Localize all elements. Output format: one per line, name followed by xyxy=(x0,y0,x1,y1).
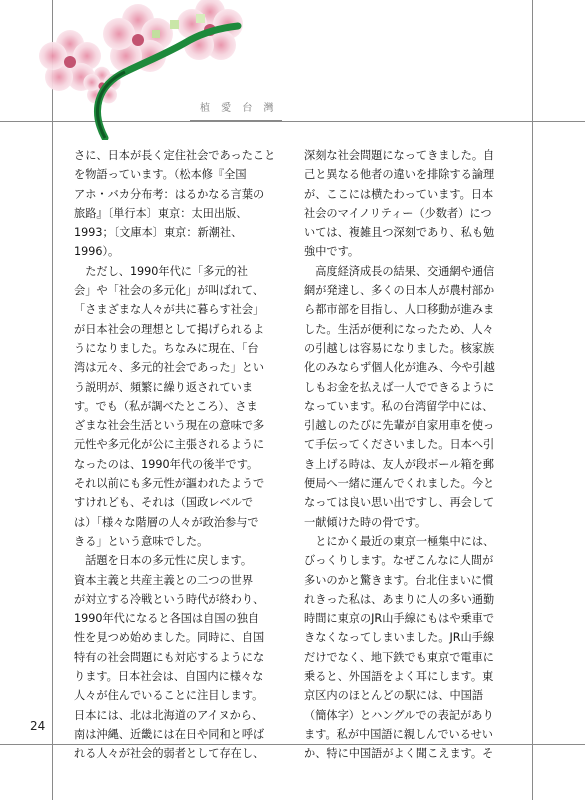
text-line: 性を見つめ始めました。同時に、自国 xyxy=(74,631,265,645)
text-line: 資本主義と共産主義との二つの世界 xyxy=(74,573,254,587)
header-title: 植 愛 台 灣 xyxy=(200,103,278,114)
text-line: とにかく最近の東京一極集中には、 xyxy=(304,534,495,548)
text-line: なっています。私の台湾留学中には、 xyxy=(304,399,494,413)
text-line: は）「様々な階層の人々が政治参与で xyxy=(74,515,259,529)
text-line: 一献傾けた時の骨です。 xyxy=(304,515,427,529)
text-line: 旅路』〔単行本〕東京：太田出版、 xyxy=(74,206,248,220)
text-line: なったのは、1990年代の後半です。 xyxy=(74,457,259,471)
text-line: 特有の社会問題にも対応するようにな xyxy=(74,650,265,664)
text-line: の引越しは容易になりました。核家族 xyxy=(304,341,495,355)
text-line: れる人々が社会的弱者として存在し、 xyxy=(74,747,265,761)
text-line: 「さまざまな人々が共に暮らす社会」 xyxy=(74,303,265,317)
text-line: 元性や多元化が公に主張されるように xyxy=(74,438,265,452)
text-line: 1993；〔文庫本〕東京：新潮社、 xyxy=(74,226,243,240)
text-line: ただし、1990年代に「多元的社 xyxy=(74,264,248,278)
text-line: 引越しのたびに先輩が自家用車を使っ xyxy=(304,419,495,433)
text-line: アホ・バカ分布考：はるかなる言葉の xyxy=(74,187,265,201)
text-line: が、ここには横たわっています。日本 xyxy=(304,187,494,201)
cherry-blossom-branch-icon xyxy=(20,0,290,140)
text-line: うになりました。ちなみに現在、「台 xyxy=(74,341,259,355)
text-line: ります。日本社会は、自国内に様々な xyxy=(74,670,264,684)
body-column-right xyxy=(304,146,516,764)
text-line: を物語っています。（松本修『全国 xyxy=(74,168,247,182)
crop-line-right xyxy=(532,0,533,800)
text-line: 多いのかと驚きます。台北住まいに慣 xyxy=(304,573,494,587)
text-line: ざまな社会生活という現在の意味で多 xyxy=(74,419,265,433)
text-line: う説明が、頻繁に繰り返されていま xyxy=(74,380,254,394)
text-line: びっくりします。なぜこんなに人間が xyxy=(304,554,494,568)
text-line: ら都市部を目指し、人口移動が進みま xyxy=(304,303,495,317)
text-line: さに、日本が長く定住社会であったこと xyxy=(74,149,276,162)
text-line: 1990年代になると各国は自国の独自 xyxy=(74,612,260,626)
text-line: すけれども、それは（国政レベルで xyxy=(74,496,254,510)
text-line: か、特に中国語がよく聞こえます。そ xyxy=(304,747,494,761)
text-line: 京区内のほとんどの駅には、中国語 xyxy=(304,689,484,703)
text-line: 深刻な社会問題になってきました。自 xyxy=(304,149,495,162)
text-line: 社会のマイノリティー（少数者）につ xyxy=(304,206,492,220)
text-line: した。生活が便利になったため、人々 xyxy=(304,322,494,336)
text-line: （簡体字）とハングルでの表記があり xyxy=(304,708,494,722)
text-line: しもお金を払えば一人でできるように xyxy=(304,380,495,394)
text-line: 南は沖縄、近畿には在日や同和と呼ば xyxy=(74,727,265,741)
text-line: だけでなく、地下鉄でも東京で電車に xyxy=(304,650,494,664)
text-line: 人々が住んでいることに注目します。 xyxy=(74,689,264,703)
text-line: 日本には、北は北海道のアイヌから、 xyxy=(74,708,264,722)
text-line: ます。私が中国語に親しんでいるせい xyxy=(304,727,493,741)
text-line: 己と異なる他者の違いを排除する論理 xyxy=(304,168,495,182)
text-line: 1996）。 xyxy=(74,245,120,259)
text-line: きなくなってしまいました。JR山手線 xyxy=(304,631,495,645)
text-line: 話題を日本の多元性に戻します。 xyxy=(74,554,253,568)
text-line: 湾は元々、多元的社会であった」とい xyxy=(74,361,265,375)
text-line: す。でも（私が調べたところ）、さま xyxy=(74,399,258,413)
text-line: なっては良い思い出ですし、再会して xyxy=(304,496,495,510)
body-column-left xyxy=(74,146,286,764)
page-number: 24 xyxy=(30,719,46,733)
text-line: 便局へ一緒に運んでくれました。今と xyxy=(304,477,495,491)
text-line: 高度経済成長の結果、交通網や通信 xyxy=(304,264,495,278)
text-line: 化のみならず個人化が進み、今や引越 xyxy=(304,361,495,375)
text-line: れきった私は、あまりに人の多い通勤 xyxy=(304,592,495,606)
text-line: いては、複雑且つ深刻であり、私も勉 xyxy=(304,226,495,240)
text-line: 網が発達し、多くの日本人が農村部か xyxy=(304,284,495,298)
text-line: 会」や「社会の多元化」が叫ばれて、 xyxy=(74,284,264,298)
text-line: 乗ると、外国語をよく耳にします。東 xyxy=(304,670,494,684)
text-line: き上げる時は、友人が段ボール箱を郵 xyxy=(304,457,494,471)
text-line: が対立する冷戦という時代が終わり、 xyxy=(74,592,265,606)
text-line: が日本社会の理想として掲げられるよ xyxy=(74,322,265,336)
text-line: 時間に東京のJR山手線にもはや乗車で xyxy=(304,612,495,626)
header-rule xyxy=(190,120,282,121)
text-line: それ以前にも多元性が謳われたようで xyxy=(74,477,265,491)
text-line: 強中です。 xyxy=(304,245,360,259)
text-line: きる」という意味でした。 xyxy=(74,534,209,548)
text-line: て手伝ってくださいました。日本へ引 xyxy=(304,438,495,452)
